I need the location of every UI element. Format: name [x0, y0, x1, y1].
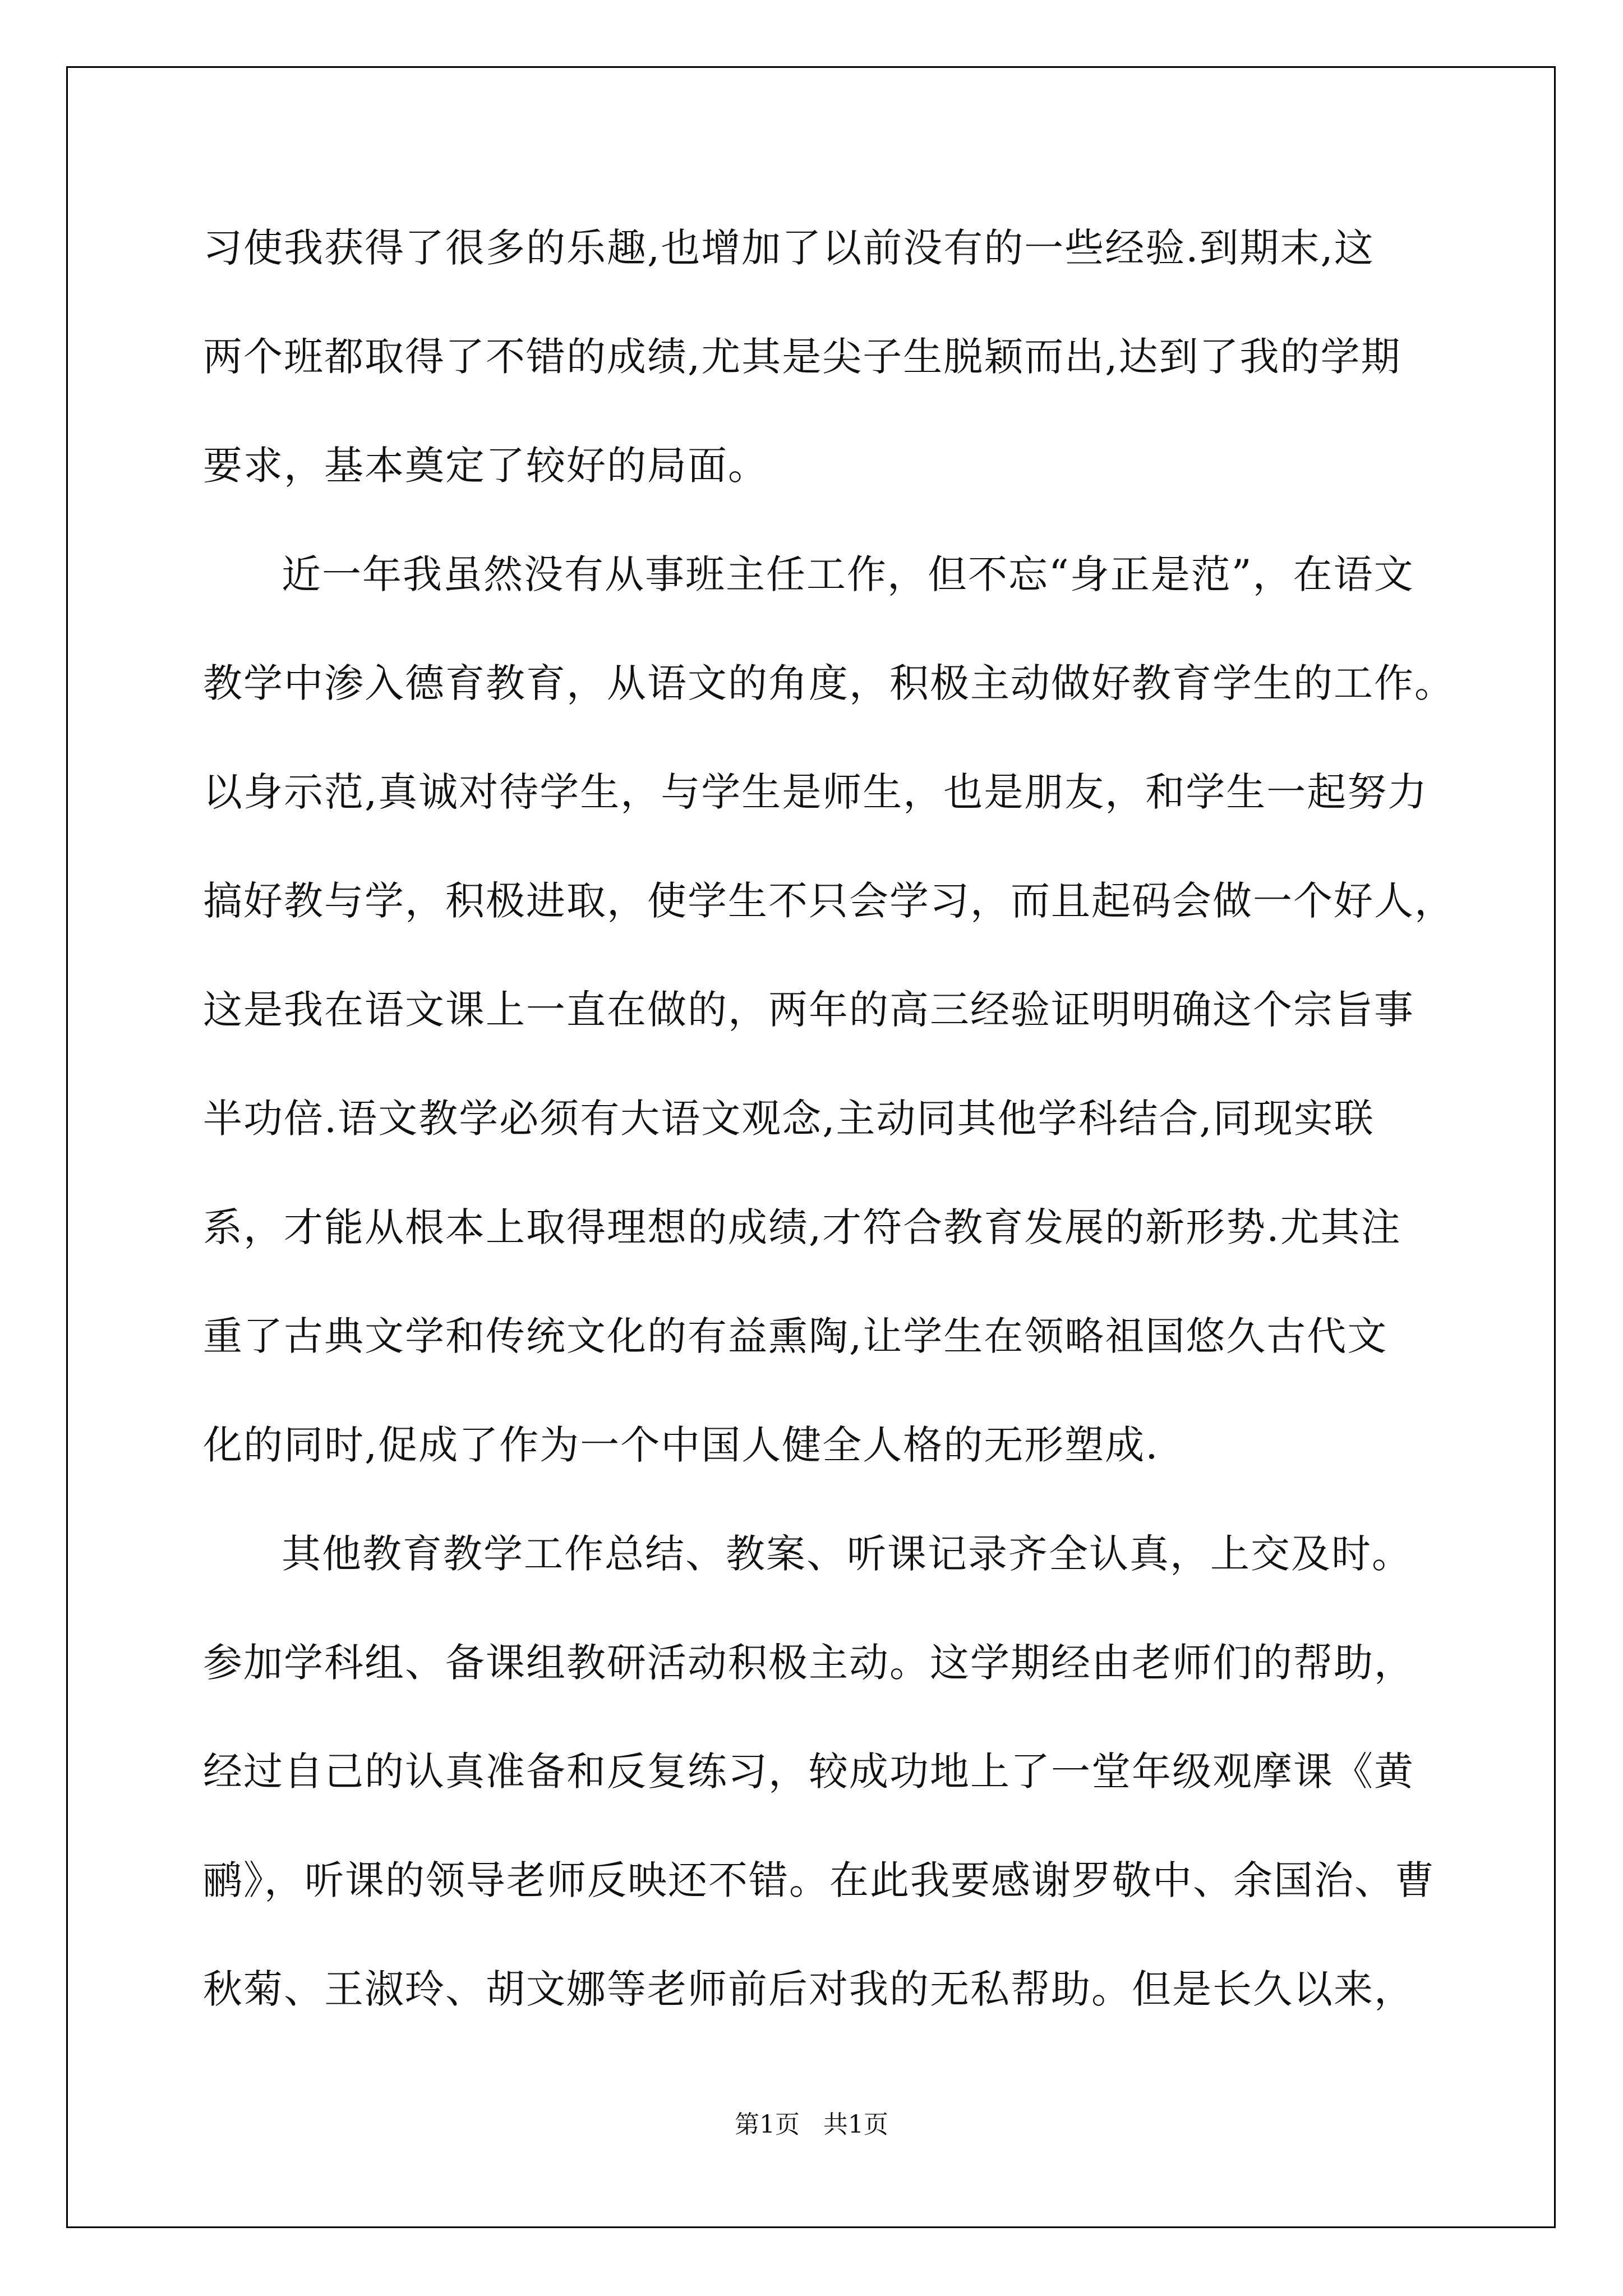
- paragraph-line: 半功倍.语文教学必须有大语文观念,主动同其他学科结合,同现实联: [203, 1096, 1375, 1142]
- paragraph-line: 经过自己的认真准备和反复练习，较成功地上了一堂年级观摩课《黄: [203, 1749, 1414, 1795]
- paragraph-line: 两个班都取得了不错的成绩,尤其是尖子生脱颖而出,达到了我的学期: [203, 334, 1401, 380]
- paragraph-line: 鹂》，听课的领导老师反映还不错。在此我要感谢罗敬中、余国治、曹: [203, 1857, 1435, 1903]
- paragraph-line: 这是我在语文课上一直在做的，两年的高三经验证明明确这个宗旨事: [203, 987, 1414, 1033]
- paragraph-line: 化的同时,促成了作为一个中国人健全人格的无形塑成.: [203, 1422, 1159, 1468]
- paragraph-line: 搞好教与学，积极进取，使学生不只会学习，而且起码会做一个好人，: [203, 878, 1455, 924]
- paragraph-line: 要求，基本奠定了较好的局面。: [203, 443, 768, 489]
- paragraph-line: 秋菊、王淑玲、胡文娜等老师前后对我的无私帮助。但是长久以来，: [203, 1966, 1414, 2012]
- page-number-footer: 第1页 共1页: [735, 2110, 888, 2139]
- paragraph-line: 系，才能从根本上取得理想的成绩,才符合教育发展的新形势.尤其注: [203, 1204, 1401, 1250]
- paragraph-line: 其他教育教学工作总结、教案、听课记录齐全认真，上交及时。: [282, 1531, 1412, 1577]
- paragraph-line: 参加学科组、备课组教研活动积极主动。这学期经由老师们的帮助，: [203, 1640, 1414, 1686]
- paragraph-line: 教学中渗入德育教育，从语文的角度，积极主动做好教育学生的工作。: [203, 660, 1455, 706]
- paragraph-line: 重了古典文学和传统文化的有益熏陶,让学生在领略祖国悠久古代文: [203, 1313, 1388, 1359]
- paragraph-line: 近一年我虽然没有从事班主任工作，但不忘“身正是范”，在语文: [282, 551, 1414, 597]
- paragraph-line: 习使我获得了很多的乐趣,也增加了以前没有的一些经验.到期末,这: [203, 225, 1375, 271]
- paragraph-line: 以身示范,真诚对待学生，与学生是师生，也是朋友，和学生一起努力: [203, 769, 1428, 815]
